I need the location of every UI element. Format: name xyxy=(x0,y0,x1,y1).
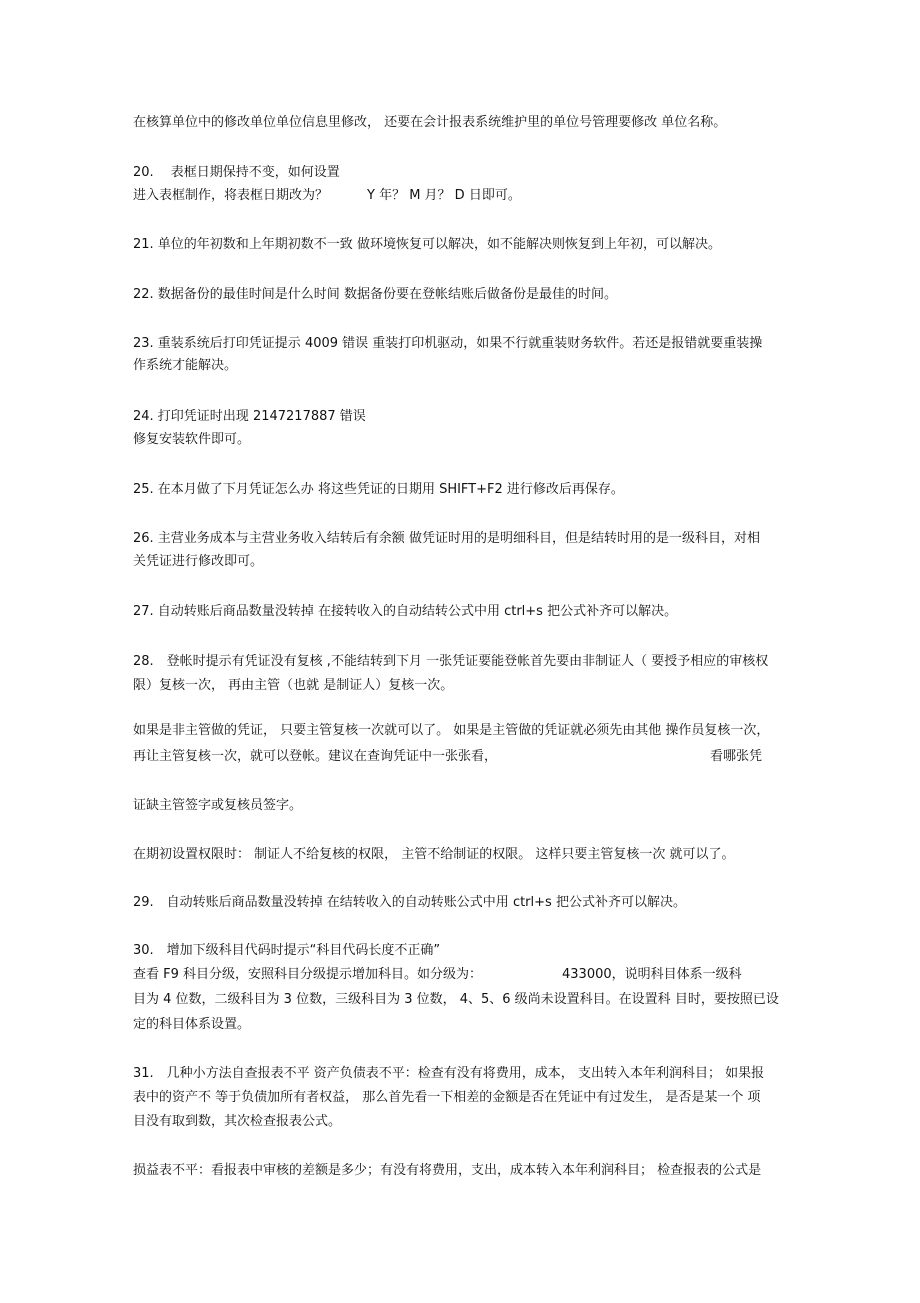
paragraph-line: 看哪张凭 xyxy=(710,749,763,764)
paragraph-line: 在核算单位中的修改单位单位信息里修改， 还要在会计报表系统维护里的单位号管理要修改 单位名称。 xyxy=(133,115,727,130)
paragraph-line: 损益表不平：看报表中审核的差额是多少；有没有将费用，支出，成本转入本年利润科目； 检查报表的公式是 xyxy=(133,1163,762,1178)
question-line: 作系统才能解决。 xyxy=(133,358,238,373)
question-title: 30. 增加下级科目代码时提示“科目代码长度不正确” xyxy=(133,943,441,958)
paragraph-line: 在期初设置权限时： 制证人不给复核的权限， 主管不给制证的权限。 这样只要主管复核一次 就可以了。 xyxy=(133,847,735,862)
answer-line: 定的科目体系设置。 xyxy=(133,1017,251,1032)
question-line: 31. 几种小方法自查报表不平 资产负债表不平：检查有没有将费用，成本， 支出转入本年利润科目； 如果报 xyxy=(133,1066,765,1081)
question-line: 28. 登帐时提示有凭证没有复核 ,不能结转到下月 一张凭证要能登帐首先要由非制证人（ 要授予相应的审核权 xyxy=(133,654,769,669)
answer-line: 修复安装软件即可。 xyxy=(133,432,251,447)
question-line: 表中的资产不 等于负债加所有者权益， 那么首先看一下相差的金额是否在凭证中有过发生， 是否是某一个 项 xyxy=(133,1090,761,1105)
paragraph-line: 再让主管复核一次，就可以登帐。建议在查询凭证中一张张看， xyxy=(133,749,498,764)
answer-line: 目为 4 位数，二级科目为 3 位数，三级科目为 3 位数， 4、5、6 级尚未设置科目。在设置科 目时，要按照已设 xyxy=(133,992,779,1007)
question-line: 目没有取到数，其次检查报表公式。 xyxy=(133,1114,342,1129)
question-line: 25. 在本月做了下月凭证怎么办 将这些凭证的日期用 SHIFT+F2 进行修改后再保存。 xyxy=(133,482,624,497)
answer-line: 433000，说明科目体系一级科 xyxy=(562,967,742,982)
question-line: 21. 单位的年初数和上年期初数不一致 做环境恢复可以解决，如不能解决则恢复到上年初，可以解决。 xyxy=(133,237,721,252)
question-line: 27. 自动转账后商品数量没转掉 在接转收入的自动结转公式中用 ctrl+s 把公式补齐可以解决。 xyxy=(133,604,678,619)
question-line: 限）复核一次， 再由主管（也就 是制证人）复核一次。 xyxy=(133,678,454,693)
question-line: 关凭证进行修改即可。 xyxy=(133,554,264,569)
paragraph-line: 证缺主管签字或复核员签字。 xyxy=(133,798,303,813)
question-line: 29. 自动转账后商品数量没转掉 在结转收入的自动转账公式中用 ctrl+s 把公式补齐可以解决。 xyxy=(133,895,686,910)
question-line: 23. 重装系统后打印凭证提示 4009 错误 重装打印机驱动，如果不行就重装财务软件。若还是报错就要重装操 xyxy=(133,336,763,351)
question-title: 20. 表框日期保持不变，如何设置 xyxy=(133,165,340,180)
answer-line: 进入表框制作，将表框日期改为？ Y 年？ M 月？ D 日即可。 xyxy=(133,188,521,203)
question-title: 24. 打印凭证时出现 2147217887 错误 xyxy=(133,409,366,424)
question-line: 26. 主营业务成本与主营业务收入结转后有余额 做凭证时用的是明细科目，但是结转时用的是一级科目，对相 xyxy=(133,531,760,546)
question-line: 22. 数据备份的最佳时间是什么时间 数据备份要在登帐结账后做备份是最佳的时间。 xyxy=(133,287,617,302)
paragraph-line: 如果是非主管做的凭证， 只要主管复核一次就可以了。 如果是主管做的凭证就必须先由其他 操作员复核一次， xyxy=(133,723,770,738)
answer-line: 查看 F9 科目分级，安照科目分级提示增加科目。如分级为： xyxy=(133,967,483,982)
